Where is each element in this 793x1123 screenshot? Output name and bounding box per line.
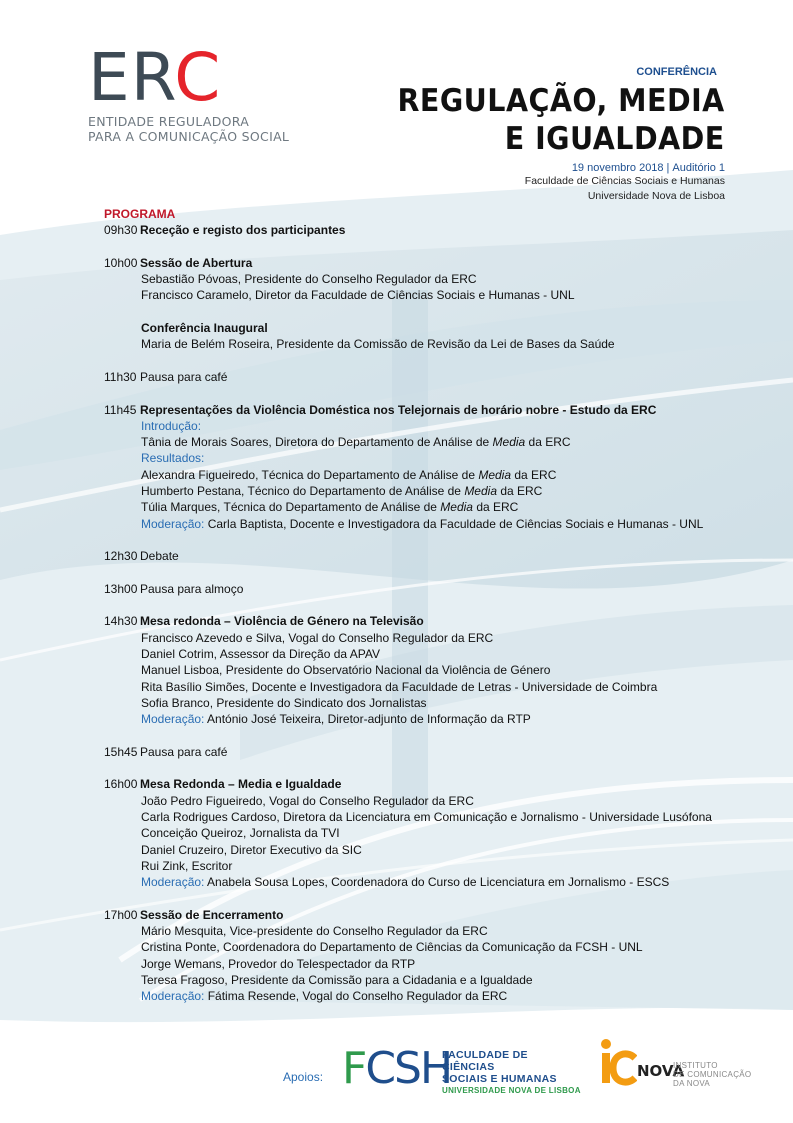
conference-title (398, 82, 725, 158)
icnova-word: NOVA (637, 1062, 685, 1080)
item-title: Mesa redonda – Violência de Género na Televisão (140, 614, 424, 629)
spacer (104, 760, 712, 776)
spacer (104, 728, 712, 744)
da-erc-text: da ERC (511, 467, 557, 482)
moderation-text: Anabela Sousa Lopes, Coordenadora do Curso de Licenciatura em Jornalismo - ESCS (204, 875, 670, 890)
fcsh-letter-f: F (342, 1043, 366, 1094)
speaker-line (104, 483, 712, 499)
item-title: Pausa para café (140, 744, 228, 759)
moderation-line (104, 874, 712, 890)
event-date (369, 162, 725, 174)
icnova-logo (597, 1036, 757, 1096)
logo-subtitle (88, 114, 289, 144)
erc-logo (88, 39, 290, 144)
icnova-text (673, 1061, 751, 1088)
item-title: Mesa Redonda – Media e Igualdade (140, 777, 342, 792)
speaker-line: Manuel Lisboa, Presidente do Observatório Nacional da Violência de Género (141, 663, 551, 678)
da-erc-text: da ERC (497, 484, 543, 499)
venue-line1: Faculdade de Ciências Sociais e Humanas (524, 175, 725, 187)
spacer (104, 239, 712, 255)
speaker-line (104, 434, 712, 450)
moderation-line (104, 516, 712, 532)
program-item (104, 222, 712, 238)
auditorio-text: Auditório 1 (672, 162, 725, 174)
da-erc-text: da ERC (472, 500, 519, 515)
program-item (104, 613, 712, 629)
venue-line2: Universidade Nova de Lisboa (587, 190, 725, 202)
item-title: Representações da Violência Doméstica nos Telejornais de horário nobre - Estudo da ERC (140, 402, 657, 417)
item-time: 17h00 (104, 907, 138, 922)
item-time: 11h30 (104, 369, 137, 384)
speaker-line: Sebastião Póvoas, Presidente do Conselho Regulador da ERC (141, 272, 477, 287)
fcsh-logo-letters (342, 1043, 452, 1094)
speaker-line: Daniel Cruzeiro, Diretor Executivo da SIC (141, 842, 362, 857)
icnova-mark-icon (597, 1036, 637, 1090)
program-item (104, 402, 712, 418)
speaker-text: Tânia de Morais Soares, Diretora do Departamento de Análise de (141, 435, 493, 450)
icnova-line2: DE COMUNICAÇÃO (673, 1070, 752, 1079)
program-item (104, 548, 712, 564)
item-time: 09h30 (104, 223, 138, 238)
speaker-line (104, 499, 712, 515)
erc-logo-letters (88, 39, 289, 116)
moderation-text: Carla Baptista, Docente e Investigadora da Faculdade de Ciências Sociais e Humanas - UNL (204, 516, 704, 531)
logo-subtitle-line2: PARA A COMUNICAÇÃO SOCIAL (88, 129, 290, 144)
speaker-text: Humberto Pestana, Técnico do Departamento de Análise de (141, 484, 465, 499)
speaker-text: Alexandra Figueiredo, Técnica do Departamento de Análise de (141, 467, 479, 482)
speaker-line: Francisco Caramelo, Diretor da Faculdade de Ciências Sociais e Humanas - UNL (141, 288, 575, 303)
speaker-line: Conceição Queiroz, Jornalista da TVI (141, 826, 340, 841)
item-time: 13h00 (104, 581, 138, 596)
moderation-label: Moderação: (141, 875, 205, 890)
item-title: Sessão de Encerramento (140, 907, 284, 922)
item-title: Debate (140, 549, 179, 564)
spacer (104, 532, 712, 548)
media-word: Media (440, 500, 473, 515)
spacer (104, 385, 712, 401)
speaker-line: Jorge Wemans, Provedor do Telespectador da RTP (141, 956, 416, 971)
logo-letter-e: E (88, 39, 131, 116)
sponsors-footer (0, 1030, 793, 1100)
spacer (104, 565, 712, 581)
logo-letter-r: R (130, 39, 175, 116)
program-item (104, 255, 712, 271)
fcsh-line2: SOCIAIS E HUMANAS (442, 1073, 557, 1085)
da-erc-text: da ERC (525, 435, 571, 450)
speaker-line: Rui Zink, Escritor (141, 858, 233, 873)
title-line2: E IGUALDADE (505, 121, 725, 157)
program (104, 206, 712, 1005)
fcsh-line3: UNIVERSIDADE NOVA DE LISBOA (442, 1086, 581, 1095)
speaker-line: Rita Basílio Simões, Docente e Investigadora da Faculdade de Letras - Universidade de Coimbra (141, 679, 658, 694)
spacer (104, 890, 712, 906)
program-item (104, 581, 712, 597)
item-time: 16h00 (104, 777, 138, 792)
fcsh-letters-csh: CSH (365, 1043, 452, 1094)
speaker-line: João Pedro Figueiredo, Vogal do Conselho Regulador da ERC (141, 793, 474, 808)
moderation-text: António José Teixeira, Diretor-adjunto de Informação da RTP (204, 712, 531, 727)
moderation-label: Moderação: (141, 712, 205, 727)
media-word: Media (464, 484, 497, 499)
conference-header (369, 66, 725, 204)
item-title: Pausa para café (140, 369, 228, 384)
icnova-line1: INSTITUTO (673, 1061, 718, 1070)
results-label: Resultados: (141, 451, 205, 466)
intro-label: Introdução: (141, 418, 202, 433)
fcsh-logo-text (442, 1049, 582, 1097)
program-heading: PROGRAMA (104, 207, 176, 221)
speaker-line: Daniel Cotrim, Assessor da Direção da APAV (141, 647, 380, 662)
apoios-label: Apoios: (283, 1070, 324, 1084)
program-item (104, 369, 712, 385)
item-time: 15h45 (104, 744, 138, 759)
fcsh-logo (342, 1043, 582, 1095)
moderation-text: Fátima Resende, Vogal do Conselho Regulador da ERC (204, 989, 508, 1004)
speaker-line: Cristina Ponte, Coordenadora do Departamento de Ciências da Comunicação da FCSH - UNL (141, 940, 643, 955)
subsession-title: Conferência Inaugural (141, 321, 268, 336)
speaker-line: Carla Rodrigues Cardoso, Diretora da Licenciatura em Comunicação e Jornalismo - Universidade Lusófona (141, 809, 712, 824)
moderation-line (104, 988, 712, 1004)
logo-letter-c: C (174, 39, 222, 116)
speaker-line: Maria de Belém Roseira, Presidente da Comissão de Revisão da Lei de Bases da Saúde (141, 337, 615, 352)
date-separator: | (666, 162, 670, 174)
item-title: Sessão de Abertura (140, 255, 253, 270)
moderation-label: Moderação: (141, 516, 205, 531)
moderation-line (104, 711, 712, 727)
speaker-line: Sofia Branco, Presidente do Sindicato dos Jornalistas (141, 695, 427, 710)
item-time: 14h30 (104, 614, 138, 629)
logo-subtitle-line1: ENTIDADE REGULADORA (88, 114, 250, 129)
spacer (104, 597, 712, 613)
date-text: 19 novembro 2018 (571, 162, 664, 174)
media-word: Media (492, 435, 526, 450)
item-time: 12h30 (104, 549, 138, 564)
speaker-line: Francisco Azevedo e Silva, Vogal do Conselho Regulador da ERC (141, 630, 494, 645)
program-item (104, 907, 712, 923)
speaker-text: Túlia Marques, Técnica do Departamento de Análise de (141, 500, 441, 515)
fcsh-line1: FACULDADE DE CIÊNCIAS (442, 1049, 528, 1073)
speaker-line (104, 467, 712, 483)
speaker-line: Teresa Fragoso, Presidente da Comissão para a Cidadania e a Igualdade (141, 972, 533, 987)
program-item (104, 744, 712, 760)
spacer (104, 353, 712, 369)
moderation-label: Moderação: (141, 989, 205, 1004)
item-title: Pausa para almoço (140, 581, 244, 596)
item-time: 11h45 (104, 402, 137, 417)
conference-kicker: CONFERÊNCIA (636, 66, 717, 78)
speaker-line: Mário Mesquita, Vice-presidente do Conselho Regulador da ERC (141, 924, 488, 939)
spacer (104, 304, 712, 320)
media-word: Media (478, 467, 512, 482)
item-time: 10h00 (104, 255, 138, 270)
icnova-line3: DA NOVA (673, 1079, 711, 1088)
program-item (104, 776, 712, 792)
title-line1: REGULAÇÃO, MEDIA (397, 83, 725, 119)
item-title: Receção e registo dos participantes (140, 223, 346, 238)
